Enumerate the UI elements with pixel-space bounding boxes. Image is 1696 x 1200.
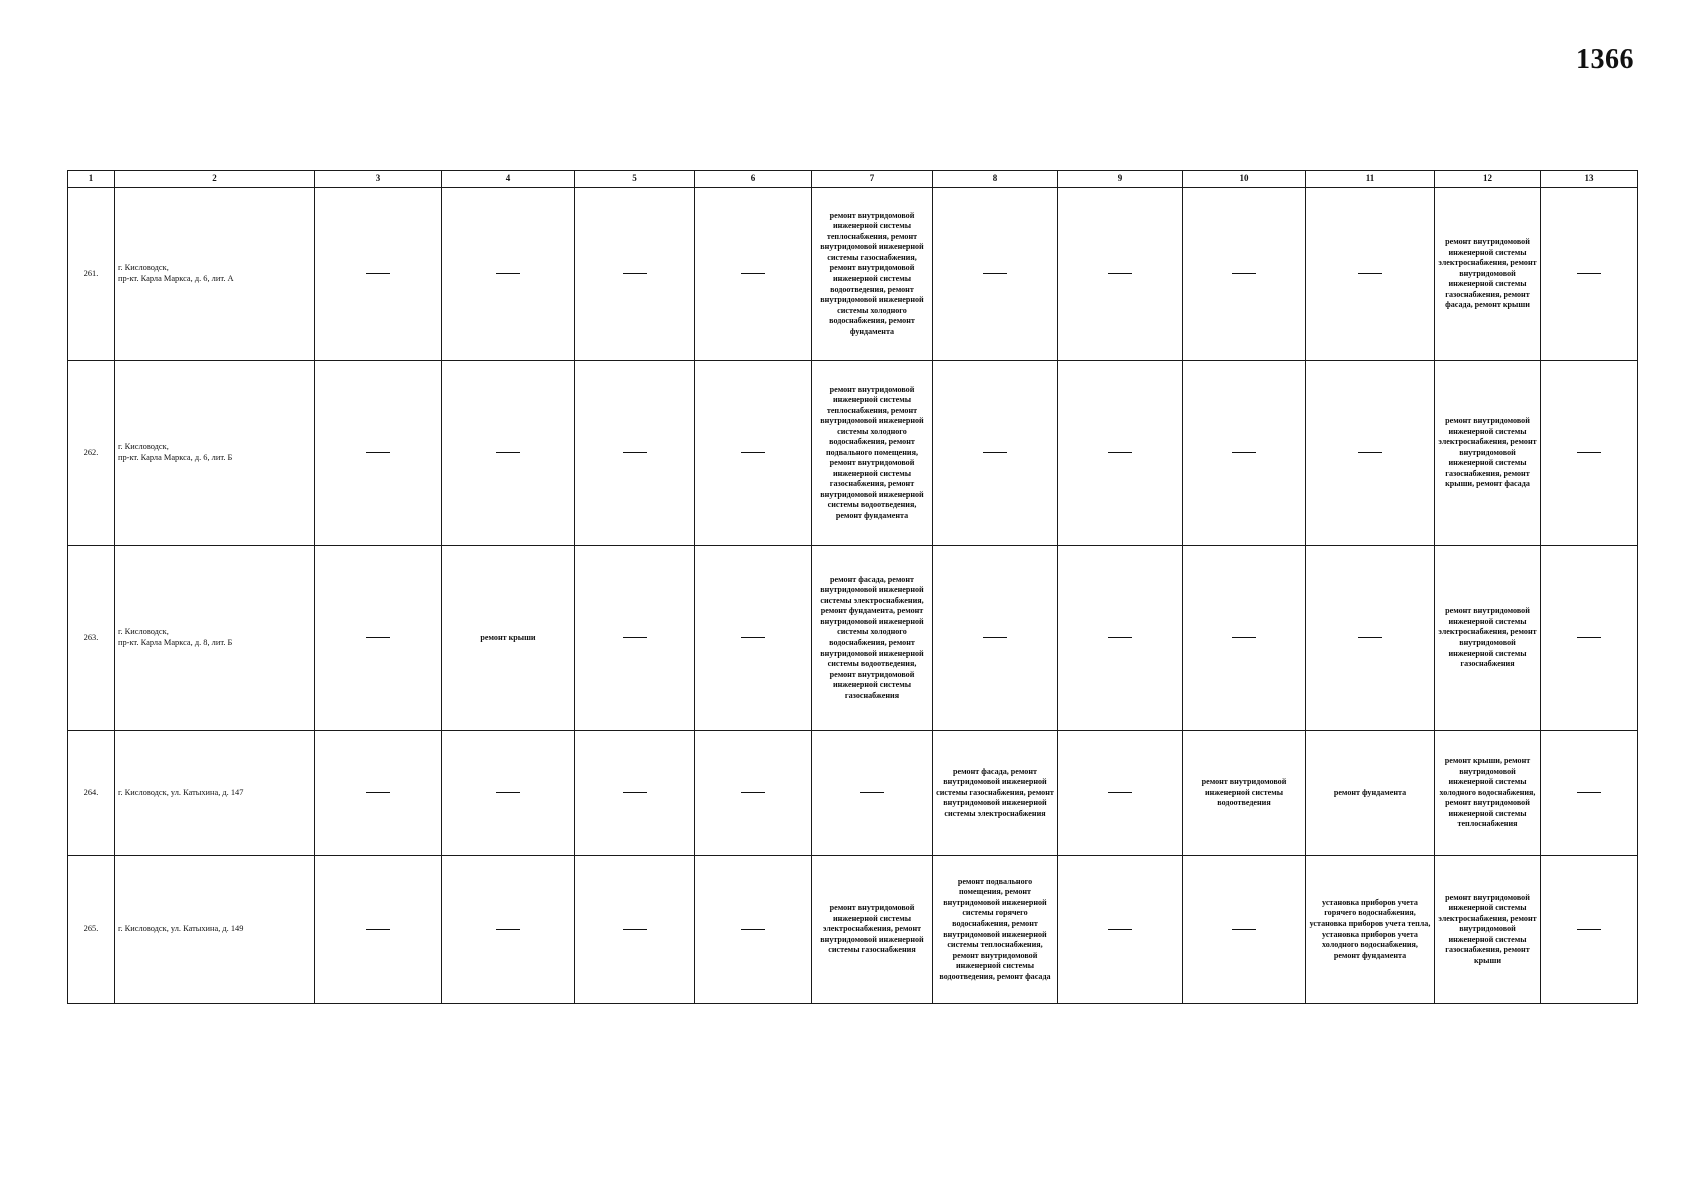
dash-mark: [1232, 637, 1256, 638]
empty-cell: [1058, 361, 1183, 546]
page-number: 1366: [1576, 44, 1634, 75]
table-row: [68, 546, 1638, 731]
dash-mark: [1232, 929, 1256, 930]
dash-mark: [1577, 452, 1601, 453]
dash-mark: [1358, 273, 1382, 274]
empty-cell: [1306, 546, 1435, 731]
empty-cell: [1541, 856, 1638, 1004]
empty-cell: [1058, 188, 1183, 361]
empty-cell: [1306, 188, 1435, 361]
dash-mark: [1577, 792, 1601, 793]
column-header: 11: [1306, 171, 1435, 188]
column-header: 9: [1058, 171, 1183, 188]
dash-mark: [983, 637, 1007, 638]
dash-mark: [623, 637, 647, 638]
empty-cell: [1183, 188, 1306, 361]
empty-cell: [442, 856, 575, 1004]
address-cell: [115, 731, 315, 856]
empty-cell: [695, 856, 812, 1004]
empty-cell: [695, 731, 812, 856]
empty-cell: [575, 361, 695, 546]
empty-cell: [933, 361, 1058, 546]
empty-cell: [315, 856, 442, 1004]
dash-mark: [366, 792, 390, 793]
empty-cell: [315, 361, 442, 546]
dash-mark: [741, 929, 765, 930]
dash-mark: [496, 452, 520, 453]
empty-cell: [575, 731, 695, 856]
dash-mark: [366, 637, 390, 638]
column-header: 6: [695, 171, 812, 188]
column-header: 13: [1541, 171, 1638, 188]
dash-mark: [741, 637, 765, 638]
empty-cell: [812, 731, 933, 856]
work-cell: ремонт фасада, ремонт внутридомовой инженерной системы электроснабжения, ремонт фундамента, ремонт внутридомовой инженерной системы холодного водоснабжения, ремонт внутридомовой инженерной системы водоотведения, ремонт внутридомовой инженерной системы газоснабжения: [812, 546, 933, 731]
column-header: 4: [442, 171, 575, 188]
empty-cell: [933, 188, 1058, 361]
dash-mark: [741, 452, 765, 453]
address-cell: [115, 188, 315, 361]
dash-mark: [496, 792, 520, 793]
empty-cell: [1183, 361, 1306, 546]
work-cell: ремонт внутридомовой инженерной системы теплоснабжения, ремонт внутридомовой инженерной системы газоснабжения, ремонт внутридомовой инженерной системы водоотведения, ремонт внутридомовой инженерной системы холодного водоснабжения, ремонт фундамента: [812, 188, 933, 361]
dash-mark: [1232, 452, 1256, 453]
empty-cell: [315, 731, 442, 856]
address-line: г. Кисловодск, ул. Катыхина, д. 149: [118, 924, 244, 934]
empty-cell: [1183, 856, 1306, 1004]
dash-mark: [623, 452, 647, 453]
work-cell: ремонт фасада, ремонт внутридомовой инженерной системы газоснабжения, ремонт внутридомовой инженерной системы электроснабжения: [933, 731, 1058, 856]
address-cell: [115, 546, 315, 731]
empty-cell: [315, 546, 442, 731]
work-cell: ремонт подвального помещения, ремонт внутридомовой инженерной системы горячего водоснабжения, ремонт внутридомовой инженерной системы теплоснабжения, ремонт внутридомовой инженерной системы водоотведения, ремонт фасада: [933, 856, 1058, 1004]
address-line: пр-кт. Карла Маркса, д. 6, лит. А: [118, 274, 234, 283]
dash-mark: [623, 929, 647, 930]
row-number: 262.: [68, 361, 115, 546]
column-header: 5: [575, 171, 695, 188]
dash-mark: [496, 929, 520, 930]
dash-mark: [1108, 452, 1132, 453]
row-number: 263.: [68, 546, 115, 731]
address-line: г. Кисловодск, ул. Катыхина, д. 147: [118, 787, 244, 797]
table-row: [68, 731, 1638, 856]
empty-cell: [442, 188, 575, 361]
work-cell: ремонт внутридомовой инженерной системы электроснабжения, ремонт внутридомовой инженерной системы газоснабжения, ремонт крыши, ремонт фасада: [1435, 361, 1541, 546]
dash-mark: [1108, 273, 1132, 274]
work-cell: ремонт внутридомовой инженерной системы электроснабжения, ремонт внутридомовой инженерной системы газоснабжения, ремонт крыши: [1435, 856, 1541, 1004]
empty-cell: [442, 731, 575, 856]
empty-cell: [1058, 546, 1183, 731]
work-cell: ремонт крыши: [442, 546, 575, 731]
empty-cell: [1183, 546, 1306, 731]
column-header: 8: [933, 171, 1058, 188]
address-line: г. Кисловодск,: [118, 627, 169, 637]
row-number: 265.: [68, 856, 115, 1004]
work-cell: ремонт внутридомовой инженерной системы электроснабжения, ремонт внутридомовой инженерной системы газоснабжения, ремонт фасада, ремонт крыши: [1435, 188, 1541, 361]
dash-mark: [366, 273, 390, 274]
empty-cell: [1541, 731, 1638, 856]
dash-mark: [983, 273, 1007, 274]
work-cell: установка приборов учета горячего водоснабжения, установка приборов учета тепла, установка приборов учета холодного водоснабжения, ремонт фундамента: [1306, 856, 1435, 1004]
work-cell: ремонт фундамента: [1306, 731, 1435, 856]
dash-mark: [1577, 273, 1601, 274]
dash-mark: [1108, 929, 1132, 930]
work-cell: ремонт крыши, ремонт внутридомовой инженерной системы холодного водоснабжения, ремонт внутридомовой инженерной системы теплоснабжения: [1435, 731, 1541, 856]
table-row: [68, 361, 1638, 546]
row-number: 261.: [68, 188, 115, 361]
work-cell: ремонт внутридомовой инженерной системы теплоснабжения, ремонт внутридомовой инженерной системы холодного водоснабжения, ремонт подвального помещения, ремонт внутридомовой инженерной системы газоснабжения, ремонт внутридомовой инженерной системы водоотведения, ремонт фундамента: [812, 361, 933, 546]
address-cell: [115, 361, 315, 546]
dash-mark: [623, 273, 647, 274]
dash-mark: [1108, 792, 1132, 793]
empty-cell: [1058, 856, 1183, 1004]
capital-repair-table: [67, 170, 1638, 1004]
dash-mark: [1232, 273, 1256, 274]
dash-mark: [1577, 637, 1601, 638]
empty-cell: [695, 546, 812, 731]
empty-cell: [315, 188, 442, 361]
work-cell: ремонт внутридомовой инженерной системы электроснабжения, ремонт внутридомовой инженерной системы газоснабжения: [1435, 546, 1541, 731]
table-row: [68, 856, 1638, 1004]
empty-cell: [695, 361, 812, 546]
table-row: [68, 188, 1638, 361]
column-header: 1: [68, 171, 115, 188]
empty-cell: [1541, 546, 1638, 731]
address-cell: [115, 856, 315, 1004]
dash-mark: [741, 273, 765, 274]
empty-cell: [1541, 361, 1638, 546]
dash-mark: [366, 452, 390, 453]
dash-mark: [983, 452, 1007, 453]
column-header: 10: [1183, 171, 1306, 188]
work-cell: ремонт внутридомовой инженерной системы водоотведения: [1183, 731, 1306, 856]
dash-mark: [860, 792, 884, 793]
empty-cell: [1306, 361, 1435, 546]
dash-mark: [741, 792, 765, 793]
column-header: 2: [115, 171, 315, 188]
address-line: пр-кт. Карла Маркса, д. 8, лит. Б: [118, 638, 233, 647]
address-line: г. Кисловодск,: [118, 263, 169, 273]
dash-mark: [1358, 637, 1382, 638]
dash-mark: [623, 792, 647, 793]
empty-cell: [933, 546, 1058, 731]
row-number: 264.: [68, 731, 115, 856]
empty-cell: [1541, 188, 1638, 361]
dash-mark: [1108, 637, 1132, 638]
dash-mark: [496, 273, 520, 274]
address-line: г. Кисловодск,: [118, 442, 169, 452]
empty-cell: [575, 188, 695, 361]
column-number-header-row: [68, 171, 1638, 188]
work-cell: ремонт внутридомовой инженерной системы электроснабжения, ремонт внутридомовой инженерной системы газоснабжения: [812, 856, 933, 1004]
dash-mark: [1577, 929, 1601, 930]
empty-cell: [575, 546, 695, 731]
empty-cell: [695, 188, 812, 361]
dash-mark: [366, 929, 390, 930]
address-line: пр-кт. Карла Маркса, д. 6, лит. Б: [118, 453, 233, 462]
column-header: 12: [1435, 171, 1541, 188]
column-header: 3: [315, 171, 442, 188]
empty-cell: [1058, 731, 1183, 856]
empty-cell: [575, 856, 695, 1004]
empty-cell: [442, 361, 575, 546]
dash-mark: [1358, 452, 1382, 453]
column-header: 7: [812, 171, 933, 188]
